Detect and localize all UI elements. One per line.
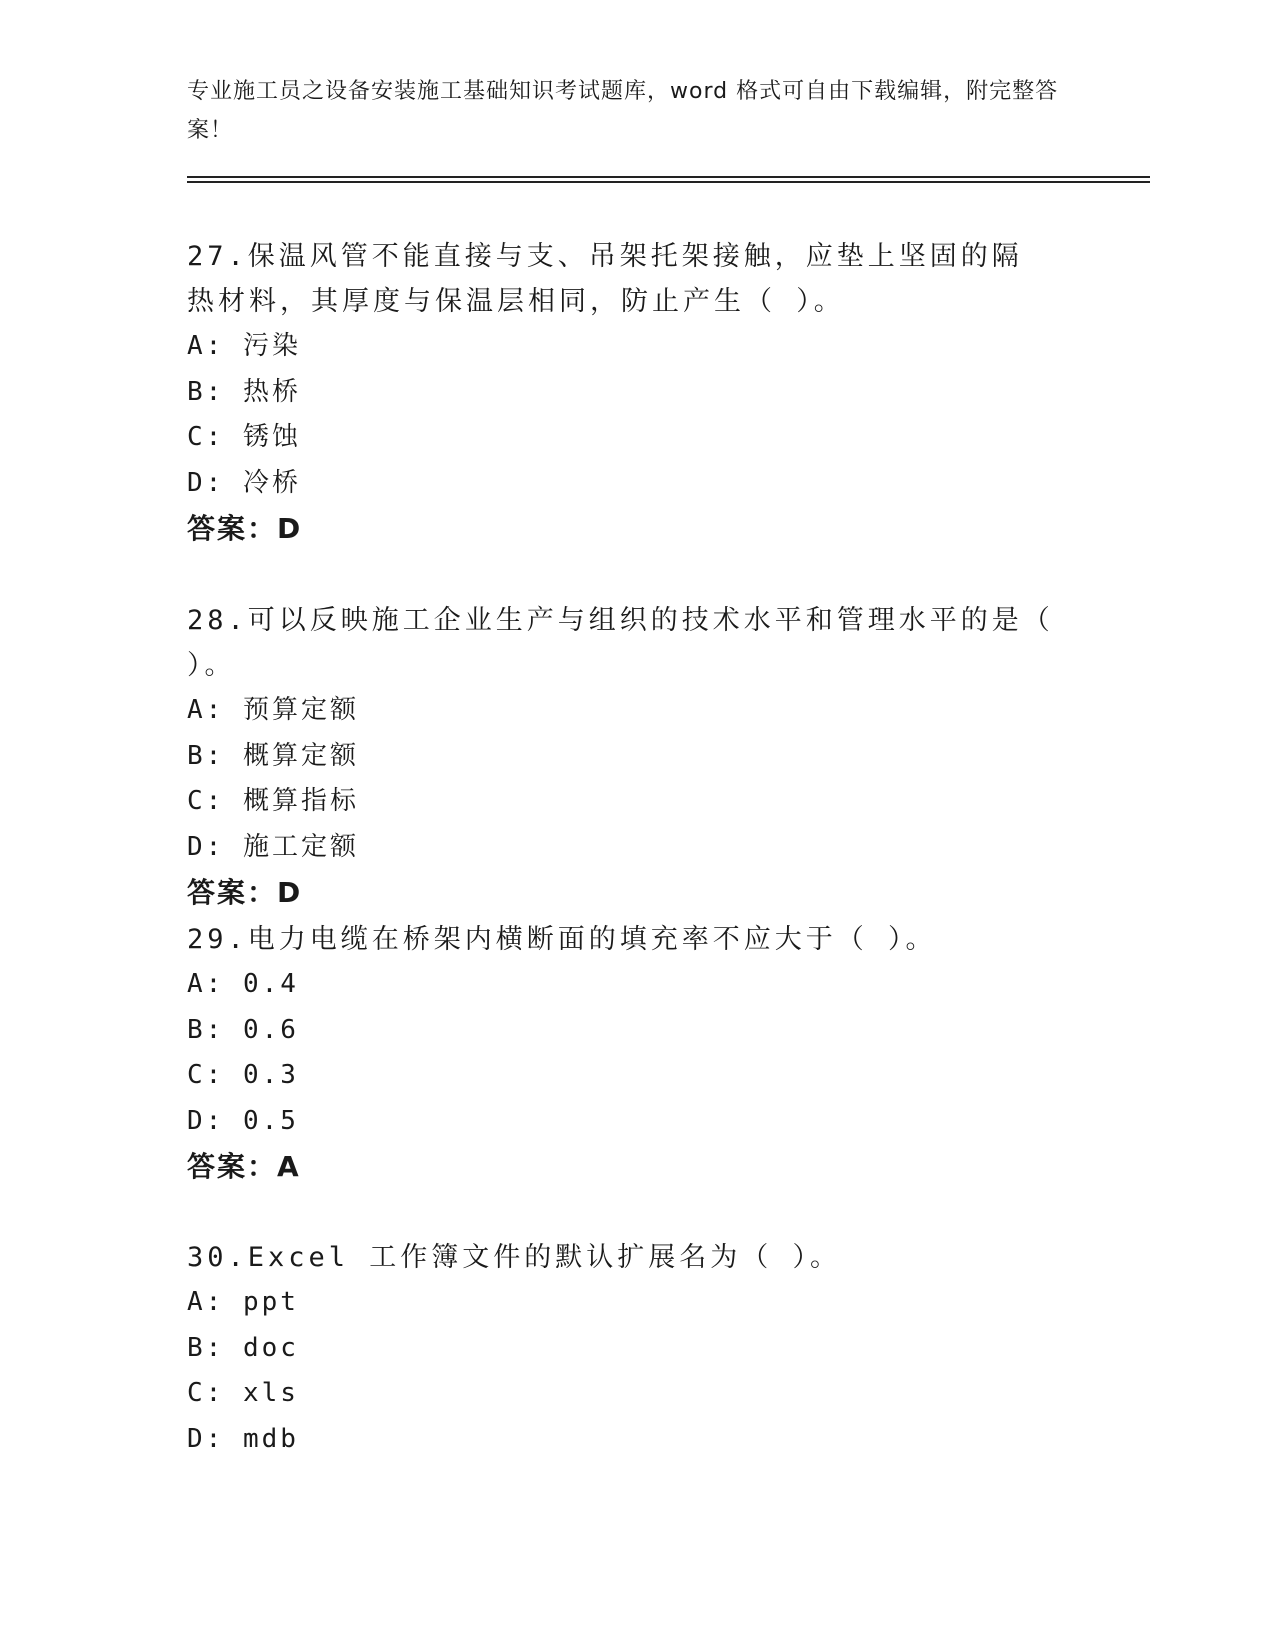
option-d: D: mdb: [187, 1423, 299, 1454]
option-c: C: 0.3: [187, 1060, 299, 1090]
option-b: B: doc: [187, 1332, 299, 1363]
option-b: B: 热桥: [187, 376, 301, 407]
option-b: B: 0.6: [187, 1014, 299, 1045]
answer-label: 答案：D: [187, 876, 303, 909]
option-d: D: 冷桥: [187, 467, 301, 498]
option-a: A: 污染: [187, 331, 301, 361]
document-header: 专业施工员之设备安装施工基础知识考试题库，word 格式可自由下载编辑，附完整答案！: [187, 79, 1059, 143]
option-d: D: 0.5: [187, 1105, 299, 1136]
option-a: A: 预算定额: [187, 695, 359, 725]
question-stem: 29.电力电缆在桥架内横断面的填充率不应大于（ ）。: [187, 924, 937, 955]
option-b: B: 概算定额: [187, 740, 359, 771]
option-c: C: 概算指标: [187, 786, 359, 816]
question-stem: 30.Excel 工作簿文件的默认扩展名为（ ）。: [187, 1242, 842, 1273]
question-28: [187, 598, 1087, 915]
question-stem: 27.保温风管不能直接与支、吊架托架接触，应垫上坚固的隔热材料，其厚度与保温层相同，防止产生（ ）。: [187, 241, 1023, 317]
question-29: [187, 917, 1087, 1189]
option-a: A: ppt: [187, 1287, 299, 1317]
answer-label: 答案：D: [187, 512, 303, 545]
option-a: A: 0.4: [187, 969, 299, 999]
option-c: C: xls: [187, 1378, 299, 1408]
question-30: [187, 1235, 1087, 1462]
answer-label: 答案：A: [187, 1150, 301, 1183]
option-d: D: 施工定额: [187, 831, 359, 862]
question-27: [187, 234, 1087, 551]
header-divider-bottom: [187, 181, 1150, 183]
question-stem: 28.可以反映施工企业生产与组织的技术水平和管理水平的是（ ）。: [187, 605, 1054, 681]
option-c: C: 锈蚀: [187, 422, 301, 452]
header-divider-top: [187, 176, 1150, 178]
